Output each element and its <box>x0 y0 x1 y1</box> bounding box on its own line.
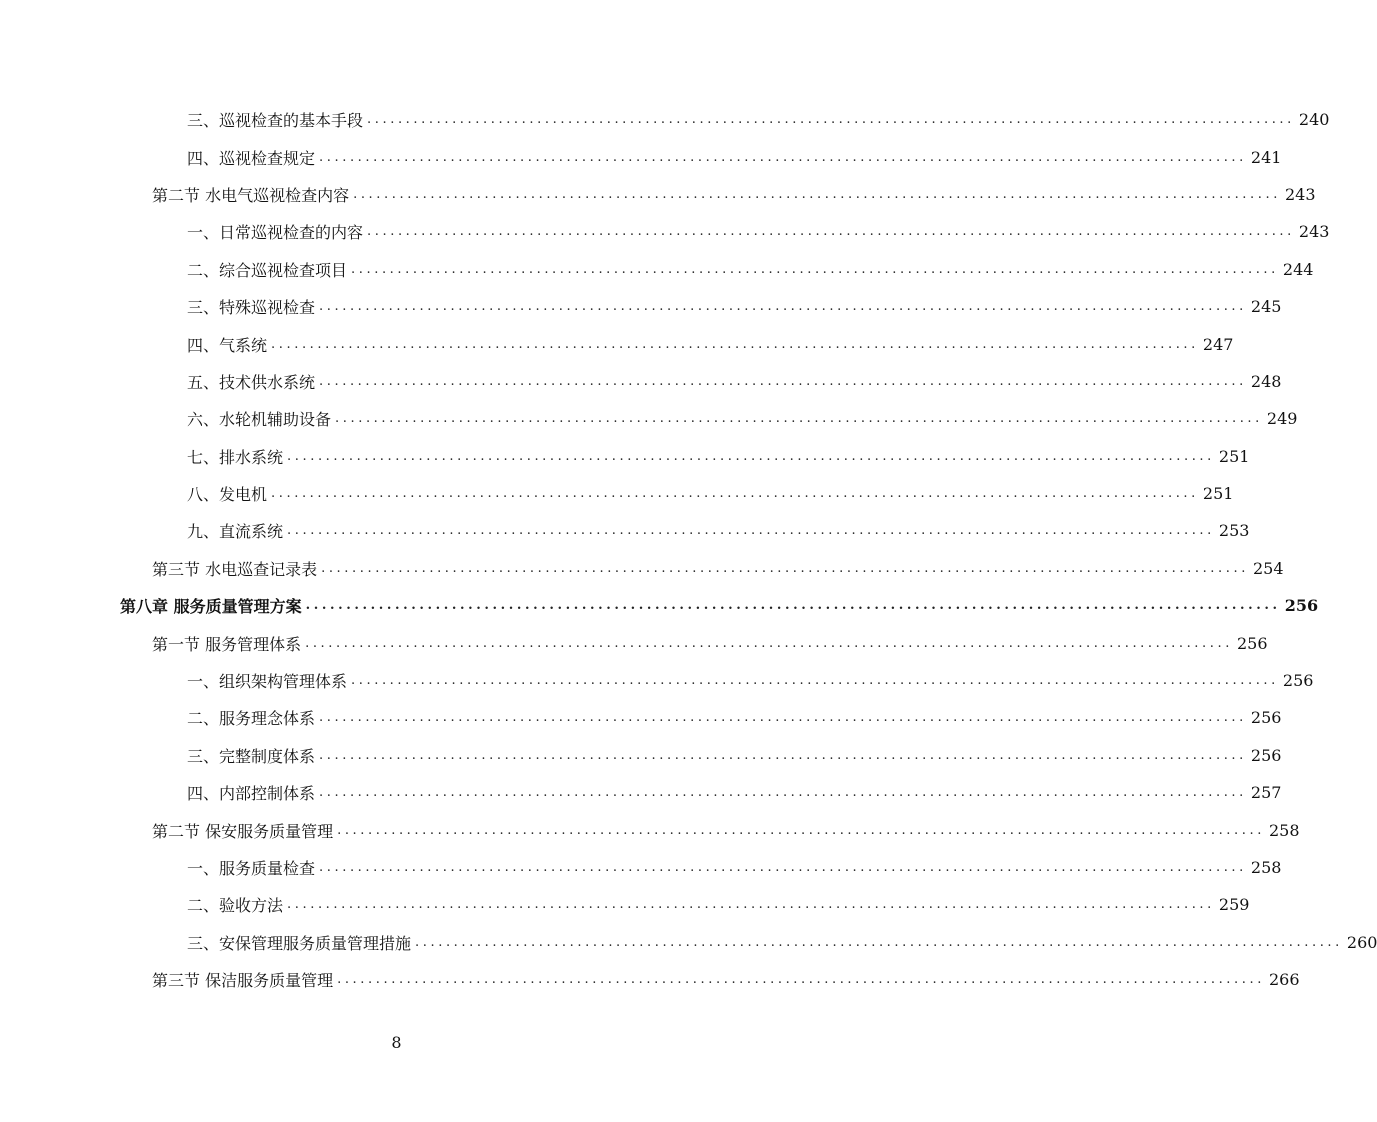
dot-leader: ........................................................................................................................ <box>337 822 1265 838</box>
toc-entry-page: 266 <box>1268 970 1300 990</box>
toc-entry[interactable] <box>0 774 1282 811</box>
toc-entry[interactable] <box>0 138 1282 175</box>
dot-leader: ........................................................................................................................ <box>415 934 1343 950</box>
toc-entry-page: 253 <box>1218 521 1250 541</box>
toc-entry-page: 256 <box>1250 708 1282 728</box>
toc-entry-label: 七、排水系统 <box>187 447 284 467</box>
toc-entry[interactable] <box>0 811 1300 848</box>
toc-entry-label: 五、技术供水系统 <box>187 372 316 392</box>
dot-leader: ........................................................................................................................ <box>287 897 1215 913</box>
toc-entry[interactable] <box>0 101 1330 138</box>
page-number: 8 <box>391 1033 402 1052</box>
toc-entry[interactable] <box>0 886 1250 923</box>
dot-leader: ........................................................................................................................ <box>271 486 1199 502</box>
dot-leader: ........................................................................................................................ <box>305 598 1281 614</box>
dot-leader: ........................................................................................................................ <box>351 261 1279 277</box>
toc-entry[interactable] <box>0 662 1314 699</box>
toc-entry[interactable] <box>0 737 1282 774</box>
toc-entry-label: 三、安保管理服务质量管理措施 <box>187 933 412 953</box>
toc-entry[interactable] <box>0 961 1300 998</box>
toc-entry-label: 一、组织架构管理体系 <box>187 672 348 692</box>
toc-entry-page: 258 <box>1268 820 1300 840</box>
toc-entry-label: 二、综合巡视检查项目 <box>187 260 348 280</box>
toc-entry[interactable] <box>0 176 1316 213</box>
dot-leader: ........................................................................................................................ <box>319 710 1247 726</box>
toc-entry-page: 243 <box>1298 222 1330 242</box>
toc-entry-label: 四、内部控制体系 <box>187 784 316 804</box>
toc-entry[interactable] <box>0 363 1282 400</box>
dot-leader: ........................................................................................................................ <box>321 560 1249 576</box>
dot-leader: ........................................................................................................................ <box>305 635 1233 651</box>
dot-leader: ........................................................................................................................ <box>319 860 1247 875</box>
toc-entry-page: 240 <box>1298 110 1330 130</box>
toc-entry[interactable] <box>0 550 1284 587</box>
dot-leader: ........................................................................................................................ <box>351 673 1279 689</box>
toc-entry-page: 241 <box>1250 147 1282 167</box>
toc-entry-label: 第三节 水电巡查记录表 <box>152 559 318 579</box>
dot-leader: ........................................................................................................................ <box>287 448 1215 464</box>
toc-entry-label: 第一节 服务管理体系 <box>152 634 302 654</box>
dot-leader: ........................................................................................................................ <box>319 299 1247 315</box>
toc-entry[interactable] <box>0 251 1314 288</box>
toc-entry[interactable] <box>0 288 1282 325</box>
toc-entry-page: 247 <box>1202 334 1234 354</box>
toc-entry-label: 二、验收方法 <box>187 896 284 916</box>
toc-entry-label: 二、服务理念体系 <box>187 709 316 729</box>
toc-entry-label: 一、日常巡视检查的内容 <box>187 223 364 243</box>
toc-entry-page: 256 <box>1250 745 1282 765</box>
toc-entry[interactable] <box>0 475 1234 512</box>
dot-leader: ........................................................................................................................ <box>319 747 1247 763</box>
toc-entry-page: 260 <box>1346 932 1377 952</box>
toc-entry-page: 256 <box>1284 596 1319 616</box>
toc-entry-label: 九、直流系统 <box>187 522 284 542</box>
toc-entry-label: 三、巡视检查的基本手段 <box>187 111 364 131</box>
toc-entry[interactable] <box>0 587 1319 624</box>
dot-leader: ........................................................................................................................ <box>337 972 1265 988</box>
toc-entry-label: 三、完整制度体系 <box>187 746 316 766</box>
toc-entry[interactable] <box>0 624 1268 661</box>
toc-entry[interactable] <box>0 512 1250 549</box>
toc-entry-page: 251 <box>1202 484 1234 504</box>
toc-entry-label: 第二节 水电气巡视检查内容 <box>152 185 350 205</box>
toc-entry[interactable] <box>0 438 1250 475</box>
dot-leader: ........................................................................................................................ <box>271 336 1199 352</box>
toc-entry-label: 三、特殊巡视检查 <box>187 298 316 318</box>
toc-entry-label: 八、发电机 <box>187 485 268 505</box>
toc-entry-page: 257 <box>1250 783 1282 803</box>
dot-leader: ........................................................................................................................ <box>335 411 1263 427</box>
dot-leader: ........................................................................................................................ <box>319 373 1247 389</box>
dot-leader: ........................................................................................................................ <box>287 523 1215 539</box>
toc-entry-label: 六、水轮机辅助设备 <box>187 410 332 430</box>
toc-entry[interactable] <box>0 699 1282 736</box>
table-of-contents <box>0 101 1377 998</box>
toc-entry-page: 256 <box>1236 633 1268 653</box>
toc-entry[interactable] <box>0 400 1298 437</box>
toc-entry-page: 256 <box>1282 671 1314 691</box>
toc-entry-page: 251 <box>1218 446 1250 466</box>
toc-entry-label: 第八章 服务质量管理方案 <box>120 597 302 617</box>
dot-leader: ........................................................................................................................ <box>319 785 1247 801</box>
toc-entry-page: 259 <box>1218 895 1250 915</box>
toc-entry-page: 248 <box>1250 371 1282 391</box>
toc-entry-page: 245 <box>1250 297 1282 317</box>
toc-entry-page: 249 <box>1266 409 1298 429</box>
toc-entry[interactable] <box>0 924 1377 961</box>
toc-entry-label: 四、巡视检查规定 <box>187 148 316 168</box>
toc-entry-label: 第三节 保洁服务质量管理 <box>152 971 334 991</box>
toc-entry-page: 243 <box>1284 184 1316 204</box>
toc-entry-page: 244 <box>1282 259 1314 279</box>
toc-entry-page: 258 <box>1250 858 1282 877</box>
toc-entry[interactable] <box>0 325 1234 362</box>
toc-entry-label: 第二节 保安服务质量管理 <box>152 821 334 841</box>
toc-entry-label: 四、气系统 <box>187 335 268 355</box>
dot-leader: ........................................................................................................................ <box>367 112 1295 128</box>
toc-entry[interactable] <box>0 849 1282 886</box>
dot-leader: ........................................................................................................................ <box>353 186 1281 202</box>
dot-leader: ........................................................................................................................ <box>319 149 1247 165</box>
dot-leader: ........................................................................................................................ <box>367 224 1295 240</box>
toc-entry-label: 一、服务质量检查 <box>187 859 316 878</box>
toc-entry[interactable] <box>0 213 1330 250</box>
toc-entry-page: 254 <box>1252 558 1284 578</box>
